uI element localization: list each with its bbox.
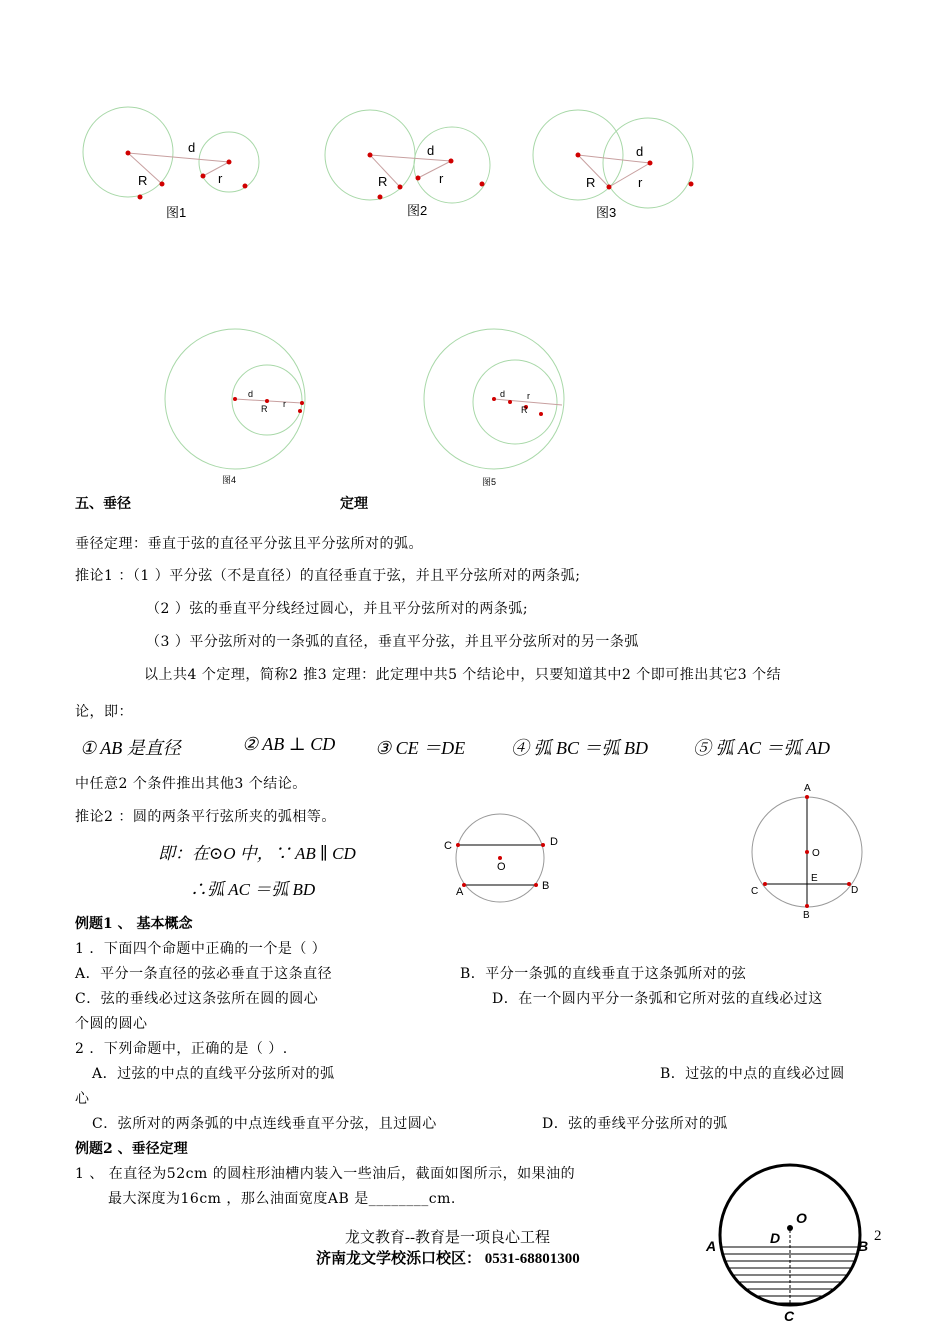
- figure-3: [530, 105, 720, 225]
- label-O: O: [812, 848, 820, 859]
- summary-line-1: 以上共4 个定理，简称2 推3 定理：此定理中共5 个结论中，只要知道其中2 个即可推出其它3 个结: [144, 667, 782, 683]
- label-O: O: [796, 1210, 807, 1226]
- label-R: R: [521, 405, 528, 415]
- label-r: r: [439, 171, 444, 186]
- page-number: 2: [874, 1228, 882, 1244]
- figure-caption: 图2: [407, 203, 428, 218]
- label-d: d: [500, 389, 506, 399]
- label-r: r: [283, 399, 286, 409]
- label-d: d: [427, 143, 435, 158]
- section-heading: 五、垂径: [75, 496, 131, 512]
- question-2-option-b-cont: 心: [75, 1091, 90, 1107]
- label-r: r: [527, 391, 530, 401]
- corollary-2: 推论2 ：圆的两条平行弦所夹的弧相等。: [75, 809, 336, 825]
- proof-line-1: 即：在⊙O 中，∵ AB ∥ CD: [158, 844, 356, 863]
- diameter-chord-figure: [745, 778, 875, 923]
- label-R: R: [586, 175, 596, 190]
- summary-line-2: 论，即：: [75, 704, 133, 720]
- label-d: d: [248, 389, 254, 399]
- question-2: 2 ．下列命题中，正确的是（ ）.: [75, 1041, 288, 1057]
- section-heading-tail: 定理: [340, 496, 368, 512]
- label-D: D: [851, 885, 859, 896]
- question-2-option-c: C．弦所对的两条弧的中点连线垂直平分弦，且过圆心: [92, 1116, 437, 1132]
- footer-slogan: 龙文教育--教育是一项良心工程: [345, 1230, 550, 1246]
- condition-1: ① AB 是直径: [80, 738, 181, 758]
- figure-caption: 图1: [166, 205, 187, 220]
- footer-contact: 济南龙文学校泺口校区： 0531-68801300: [316, 1251, 580, 1267]
- example-2-question-cont: 最大深度为16cm ，那么油面宽度AB 是________cm.: [108, 1191, 456, 1207]
- theorem-text: 垂径定理：垂直于弦的直径平分弦且平分弦所对的弧。: [75, 536, 423, 552]
- question-2-option-b: B．过弦的中点的直线必过圆: [660, 1066, 845, 1082]
- figure-2: [322, 105, 512, 225]
- label-A: A: [804, 783, 811, 794]
- condition-3: ③ CE ＝DE: [375, 738, 466, 758]
- figure-5: [420, 325, 580, 490]
- label-D: D: [550, 836, 558, 848]
- corollary-1-item-2: （2 ）弦的垂直平分线经过圆心，并且平分弦所对的两条弧;: [146, 601, 529, 617]
- label-R: R: [261, 404, 268, 414]
- example-1-title: 例题1 、 基本概念: [75, 916, 193, 932]
- question-1-option-c: C．弦的垂线必过这条弦所在圆的圆心: [75, 991, 319, 1007]
- proof-line-2: ∴弧 AC ＝弧 BD: [190, 880, 316, 899]
- label-A: A: [706, 1238, 717, 1254]
- question-1: 1 ．下面四个命题中正确的一个是（ ）: [75, 941, 327, 957]
- question-1-option-d-cont: 个圆的圆心: [75, 1016, 148, 1032]
- parallel-chords-figure: [440, 815, 570, 905]
- figure-caption: 图5: [482, 477, 497, 487]
- corollary-1: 推论1 ：（1 ）平分弦（不是直径）的直径垂直于弦，并且平分弦所对的两条弧;: [75, 568, 581, 584]
- figure-caption: 图3: [596, 205, 617, 220]
- oil-tank-figure: [700, 1155, 880, 1325]
- figure-caption: 图4: [222, 475, 237, 485]
- question-1-option-b: B．平分一条弧的直线垂直于这条弧所对的弦: [460, 966, 747, 982]
- label-r: r: [638, 175, 643, 190]
- condition-4: ④ 弧 BC ＝弧 BD: [511, 738, 648, 758]
- label-B: B: [803, 910, 810, 921]
- question-2-option-d: D．弦的垂线平分弦所对的弧: [542, 1116, 728, 1132]
- label-C: C: [784, 1308, 795, 1324]
- example-2-title: 例题2 、垂径定理: [75, 1141, 188, 1157]
- label-R: R: [378, 174, 388, 189]
- label-B: B: [858, 1238, 869, 1254]
- question-1-option-d: D．在一个圆内平分一条弧和它所对弦的直线必过这: [492, 991, 823, 1007]
- figure-1: [80, 105, 270, 225]
- label-C: C: [751, 886, 759, 897]
- label-D: D: [770, 1230, 781, 1246]
- question-2-option-a: A．过弦的中点的直线平分弦所对的弧: [92, 1066, 335, 1082]
- condition-2: ② AB ⊥ CD: [242, 734, 336, 754]
- label-r: r: [218, 171, 223, 186]
- question-1-option-a: A．平分一条直径的弦必垂直于这条直径: [75, 966, 333, 982]
- example-2-question: 1 、 在直径为52cm 的圆柱形油槽内装入一些油后，截面如图所示，如果油的: [75, 1166, 576, 1182]
- figure-4: [160, 325, 320, 490]
- label-E: E: [811, 873, 818, 884]
- label-d: d: [188, 140, 196, 155]
- condition-5: ⑤ 弧 AC ＝弧 AD: [693, 738, 830, 758]
- label-d: d: [636, 144, 644, 159]
- corollary-1-item-3: （3 ）平分弦所对的一条弧的直径，垂直平分弦，并且平分弦所对的另一条弧: [146, 634, 639, 650]
- label-O: O: [497, 861, 506, 873]
- label-C: C: [444, 840, 452, 852]
- label-R: R: [138, 173, 148, 188]
- label-B: B: [542, 880, 550, 892]
- label-A: A: [456, 886, 464, 898]
- summary-line-3: 中任意2 个条件推出其他3 个结论。: [75, 776, 307, 792]
